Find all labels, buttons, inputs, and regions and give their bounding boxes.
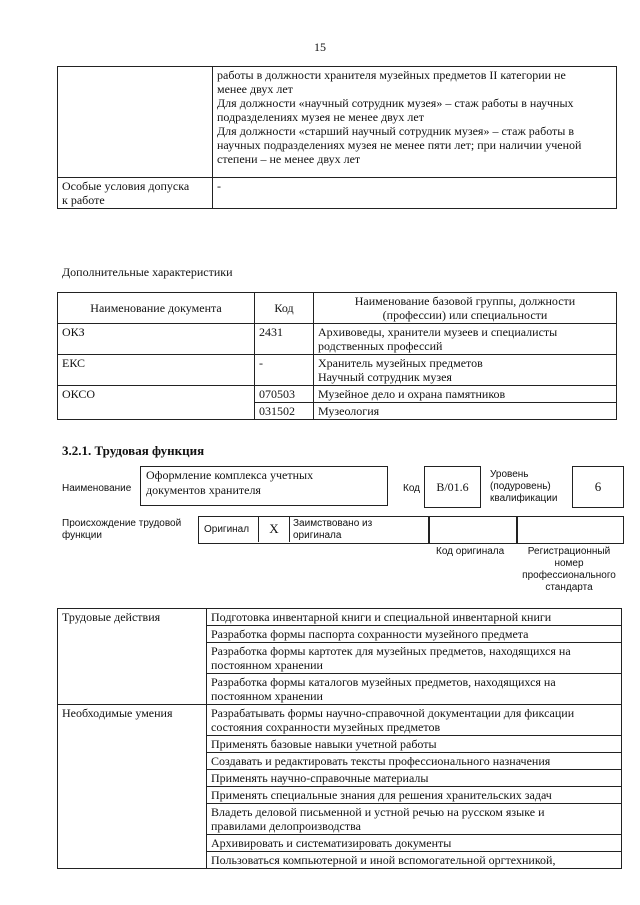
special-conditions-label: Особые условия допуска к работе [58, 178, 213, 209]
original-checkbox[interactable]: X [258, 516, 290, 542]
labor-function-heading: 3.2.1. Трудовая функция [62, 443, 205, 458]
requirements-table [57, 66, 617, 209]
page-number: 15 [314, 40, 326, 54]
table-cell: - [255, 355, 314, 386]
table-cell: Применять специальные знания для решения хранительских задач [207, 787, 622, 804]
table-cell: 070503 [255, 386, 314, 403]
experience-text: работы в должности хранителя музейных предметов II категории не менее двух лет Для должности «научный сотрудник музея» – стаж работы в научных подразделениях музея не менее двух лет Для должности «старший научный сотрудник музея» – стаж работы в научных подразделениях музея не менее пяти лет; при наличии ученой степени – не менее двух лет [213, 67, 617, 178]
table-cell: 031502 [255, 403, 314, 420]
table-cell [58, 67, 213, 178]
table-cell: Разрабатывать формы научно-справочной документации для фиксации состояния сохранности музейных предметов [207, 705, 622, 736]
code-original-label: Код оригинала [436, 546, 505, 557]
special-conditions-value: - [213, 178, 617, 209]
original-label: Оригинал [204, 524, 250, 535]
code-original-box [428, 516, 518, 544]
reg-number-label: Регистрационный номер профессионального стандарта [522, 546, 616, 593]
table-header-row [58, 293, 617, 324]
name-label: Наименование [62, 483, 132, 494]
qualification-level-box: 6 [572, 466, 624, 508]
characteristics-table [57, 292, 617, 420]
table-cell: ОКЗ [58, 324, 255, 355]
table-row [58, 324, 617, 355]
table-row [58, 609, 622, 626]
qualification-level-label: Уровень (подуровень) квалификации [490, 469, 558, 504]
function-code-box: B/01.6 [424, 466, 481, 508]
table-row [58, 355, 617, 386]
table-cell: Применять базовые навыки учетной работы [207, 736, 622, 753]
table-cell: Применять научно-справочные материалы [207, 770, 622, 787]
borrowed-label: Заимствовано из оригинала [293, 518, 373, 541]
additional-characteristics-title: Дополнительные характеристики [62, 265, 233, 279]
table-cell: Создавать и редактировать тексты профессионального назначения [207, 753, 622, 770]
table-cell: Подготовка инвентарной книги и специальной инвентарной книги [207, 609, 622, 626]
table-cell: Музейное дело и охрана памятников [314, 386, 617, 403]
table-cell: Хранитель музейных предметов Научный сотрудник музея [314, 355, 617, 386]
table-cell: Пользоваться компьютерной и иной вспомогательной оргтехникой, [207, 852, 622, 869]
table-row [58, 178, 617, 209]
function-name-box: Оформление комплекса учетных документов хранителя [140, 466, 388, 506]
skills-label: Необходимые умения [58, 705, 207, 869]
table-cell: Архивоведы, хранители музеев и специалисты родственных профессий [314, 324, 617, 355]
table-cell: Архивировать и систематизировать документы [207, 835, 622, 852]
table-row [58, 705, 622, 736]
table-cell: 2431 [255, 324, 314, 355]
column-header-document: Наименование документа [58, 293, 255, 324]
table-cell: Разработка формы картотек для музейных предметов, находящихся на постоянном хранении [207, 643, 622, 674]
table-cell: ОКСО [58, 386, 255, 420]
table-row [58, 67, 617, 178]
actions-label: Трудовые действия [58, 609, 207, 705]
table-cell: Владеть деловой письменной и устной речью на русском языке и правилами делопроизводства [207, 804, 622, 835]
reg-number-box [516, 516, 624, 544]
table-cell: ЕКС [58, 355, 255, 386]
table-row [58, 386, 617, 403]
column-header-name: Наименование базовой группы, должности (профессии) или специальности [314, 293, 617, 324]
table-cell: Разработка формы паспорта сохранности музейного предмета [207, 626, 622, 643]
actions-skills-table [57, 608, 622, 869]
table-cell: Разработка формы каталогов музейных предметов, находящихся на постоянном хранении [207, 674, 622, 705]
table-cell: Музеология [314, 403, 617, 420]
code-label: Код [403, 483, 421, 494]
origin-label: Происхождение трудовой функции [62, 518, 182, 541]
column-header-code: Код [255, 293, 314, 324]
